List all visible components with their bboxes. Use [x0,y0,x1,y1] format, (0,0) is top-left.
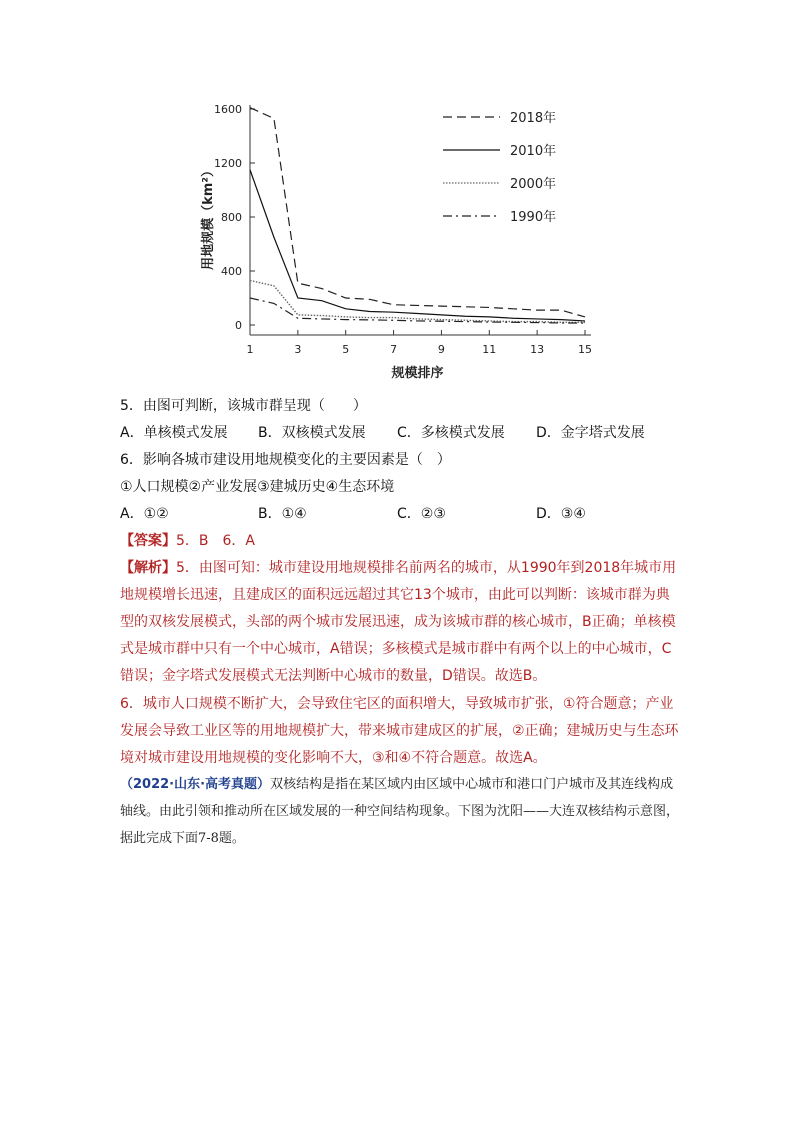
series-line-2000年 [250,280,585,322]
question-6-stem: 6．影响各城市建设用地规模变化的主要因素是（ ） [120,452,451,468]
land-scale-chart [190,95,610,390]
q6-option-d: D．③④ [536,506,586,522]
y-tick-label: 800 [221,211,242,224]
x-tick-label: 3 [294,343,302,356]
legend-label-2018年: 2018年 [510,111,557,126]
x-tick-label: 15 [578,343,592,356]
x-tick-label: 7 [390,343,398,356]
legend-label-1990年: 1990年 [510,210,557,225]
x-tick-label: 1 [246,343,254,356]
series-line-2010年 [250,170,585,321]
analysis-paragraph-1 [120,555,680,690]
analysis-paragraph-2: 6．城市人口规模不断扩大，会导致住宅区的面积增大，导致城市扩张，①符合题意；产业发展会导致工业区等的用地规模扩大，带来城市建成区的扩展，②正确；建城历史与生态环境对城市建设用地规模的变化影响不大，③和④不符合题意。故选A。 [120,696,679,766]
q5-option-d: D．金字塔式发展 [536,425,645,441]
answer-tag: 【答案】 [120,533,176,549]
x-tick-label: 13 [530,343,545,356]
answer-line [120,531,255,551]
x-tick-label: 9 [437,343,445,356]
legend-label-2000年: 2000年 [510,177,557,192]
analysis-tag: 【解析】 [120,560,176,576]
legend-label-2010年: 2010年 [510,144,557,159]
source-paragraph [120,771,680,852]
y-tick-label: 0 [235,319,242,332]
y-tick-label: 400 [221,265,242,278]
q5-option-b: B．双核模式发展 [258,425,366,441]
x-tick-label: 11 [482,343,497,356]
question-5-stem: 5．由图可判断，该城市群呈现（ ） [120,398,367,414]
question-6-factors: ①人口规模②产业发展③建城历史④生态环境 [120,479,395,495]
y-tick-label: 1200 [214,157,242,170]
q6-option-a: A．①② [120,506,169,522]
line-chart-svg [190,95,610,390]
analysis-p1-text: 5．由图可知：城市建设用地规模排名前两名的城市，从1990年到2018年城市用地规模增长迅速，且建成区的面积远远超过其它13个城市，由此可以判断：该城市群为典型的双核发展模式，头部的两个城市发展迅速，成为该城市群的核心城市，B正确；单核模式是城市群中只有一个中心城市，A错误；多核模式是城市群中有两个以上的中心城市，C错误；金字塔式发展模式无法判断中心城市的数量，D错误。故选B。 [120,560,677,684]
q6-option-c: C．②③ [397,506,446,522]
y-axis-label: 用地规模（km²） [201,164,216,270]
source-tag: （2022·山东·高考真题） [120,777,271,792]
q6-option-b: B．①④ [258,506,307,522]
q5-option-c: C．多核模式发展 [397,425,505,441]
source-text: 双核结构是指在某区域内由区域中心城市和港口门户城市及其连线构成轴线。由此引领和推动所在区域发展的一种空间结构现象。下图为沈阳——大连双核结构示意图，据此完成下面7-8题。 [120,777,680,846]
x-axis-label: 规模排序 [391,366,444,381]
answer-text: 5．B 6．A [176,533,255,549]
x-tick-label: 5 [342,343,350,356]
q5-option-a: A．单核模式发展 [120,425,228,441]
y-tick-label: 1600 [214,103,242,116]
